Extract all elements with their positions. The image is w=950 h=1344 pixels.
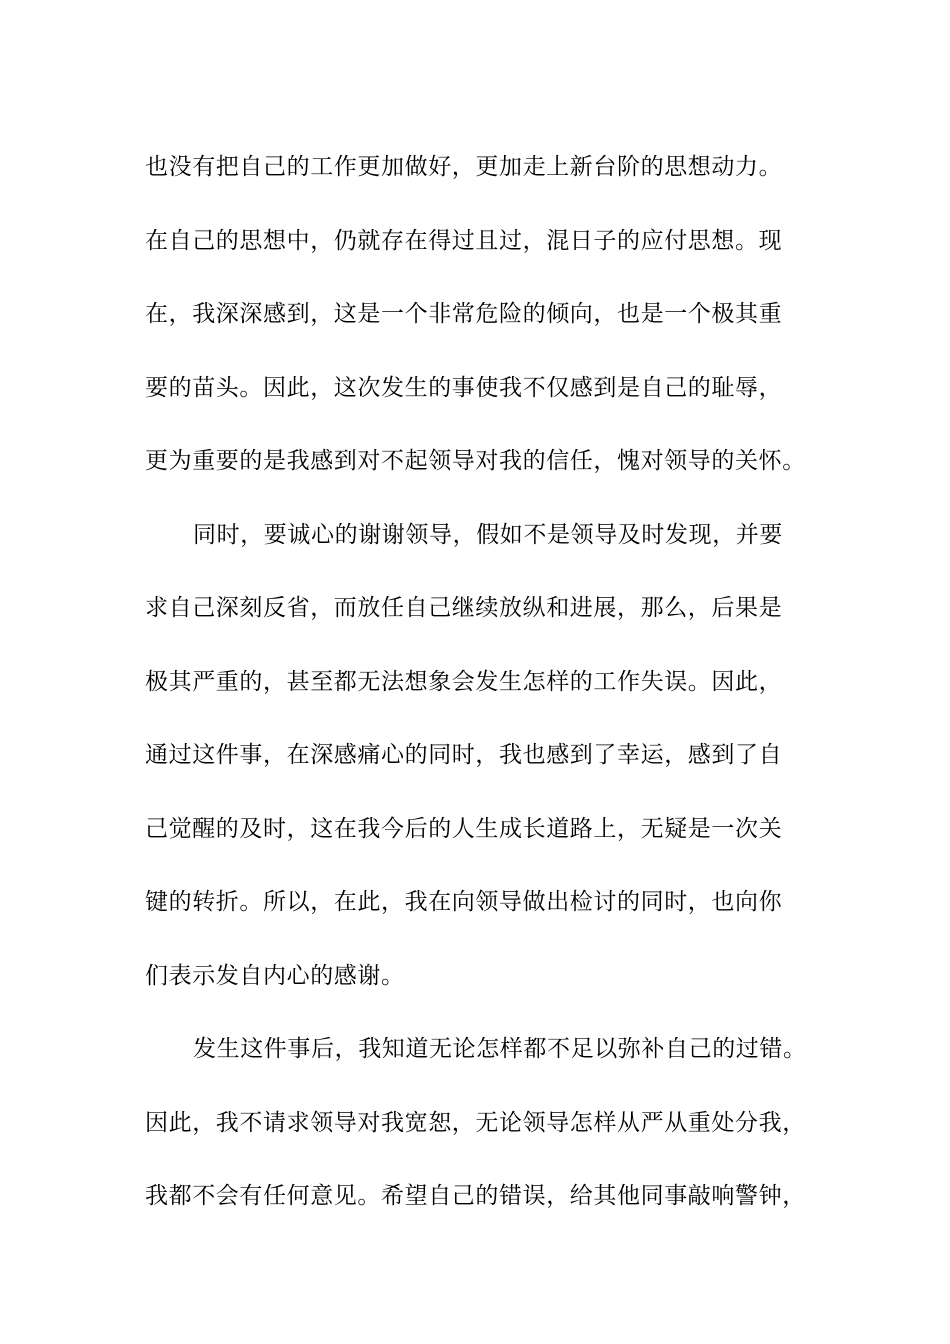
text-line-15: 我都不会有任何意见。希望自己的错误，给其他同事敲响警钟， [145,1183,806,1209]
text-line-1: 也没有把自己的工作更加做好，更加走上新台阶的思想动力。 [145,154,783,180]
text-line-4: 要的苗头。因此，这次发生的事使我不仅感到是自己的耻辱， [145,374,783,401]
text-line-5: 更为重要的是我感到对不起领导对我的信任，愧对领导的关怀。 [145,448,806,474]
text-line-12: 们表示发自内心的感谢。 [145,962,405,989]
body-text [145,131,810,1234]
text-line-7: 求自己深刻反省，而放任自己继续放纵和进展，那么，后果是 [145,595,783,621]
text-line-9: 通过这件事，在深感痛心的同时，我也感到了幸运，感到了自 [145,742,783,768]
text-line-14: 因此，我不请求领导对我宽恕，无论领导怎样从严从重处分我， [145,1109,806,1136]
text-line-2: 在自己的思想中，仍就存在得过且过，混日子的应付思想。现 [145,227,783,254]
text-line-10: 己觉醒的及时，这在我今后的人生成长道路上，无疑是一次关 [145,815,783,842]
text-line-13: 发生这件事后，我知道无论怎样都不足以弥补自己的过错。 [193,1036,807,1062]
text-line-6: 同时，要诚心的谢谢领导，假如不是领导及时发现，并要 [193,521,783,548]
text-line-8: 极其严重的，甚至都无法想象会发生怎样的工作失误。因此， [145,668,783,695]
text-line-11: 键的转折。所以，在此，我在向领导做出检讨的同时，也向你 [145,889,783,915]
text-line-3: 在，我深深感到，这是一个非常危险的倾向，也是一个极其重 [145,301,783,327]
